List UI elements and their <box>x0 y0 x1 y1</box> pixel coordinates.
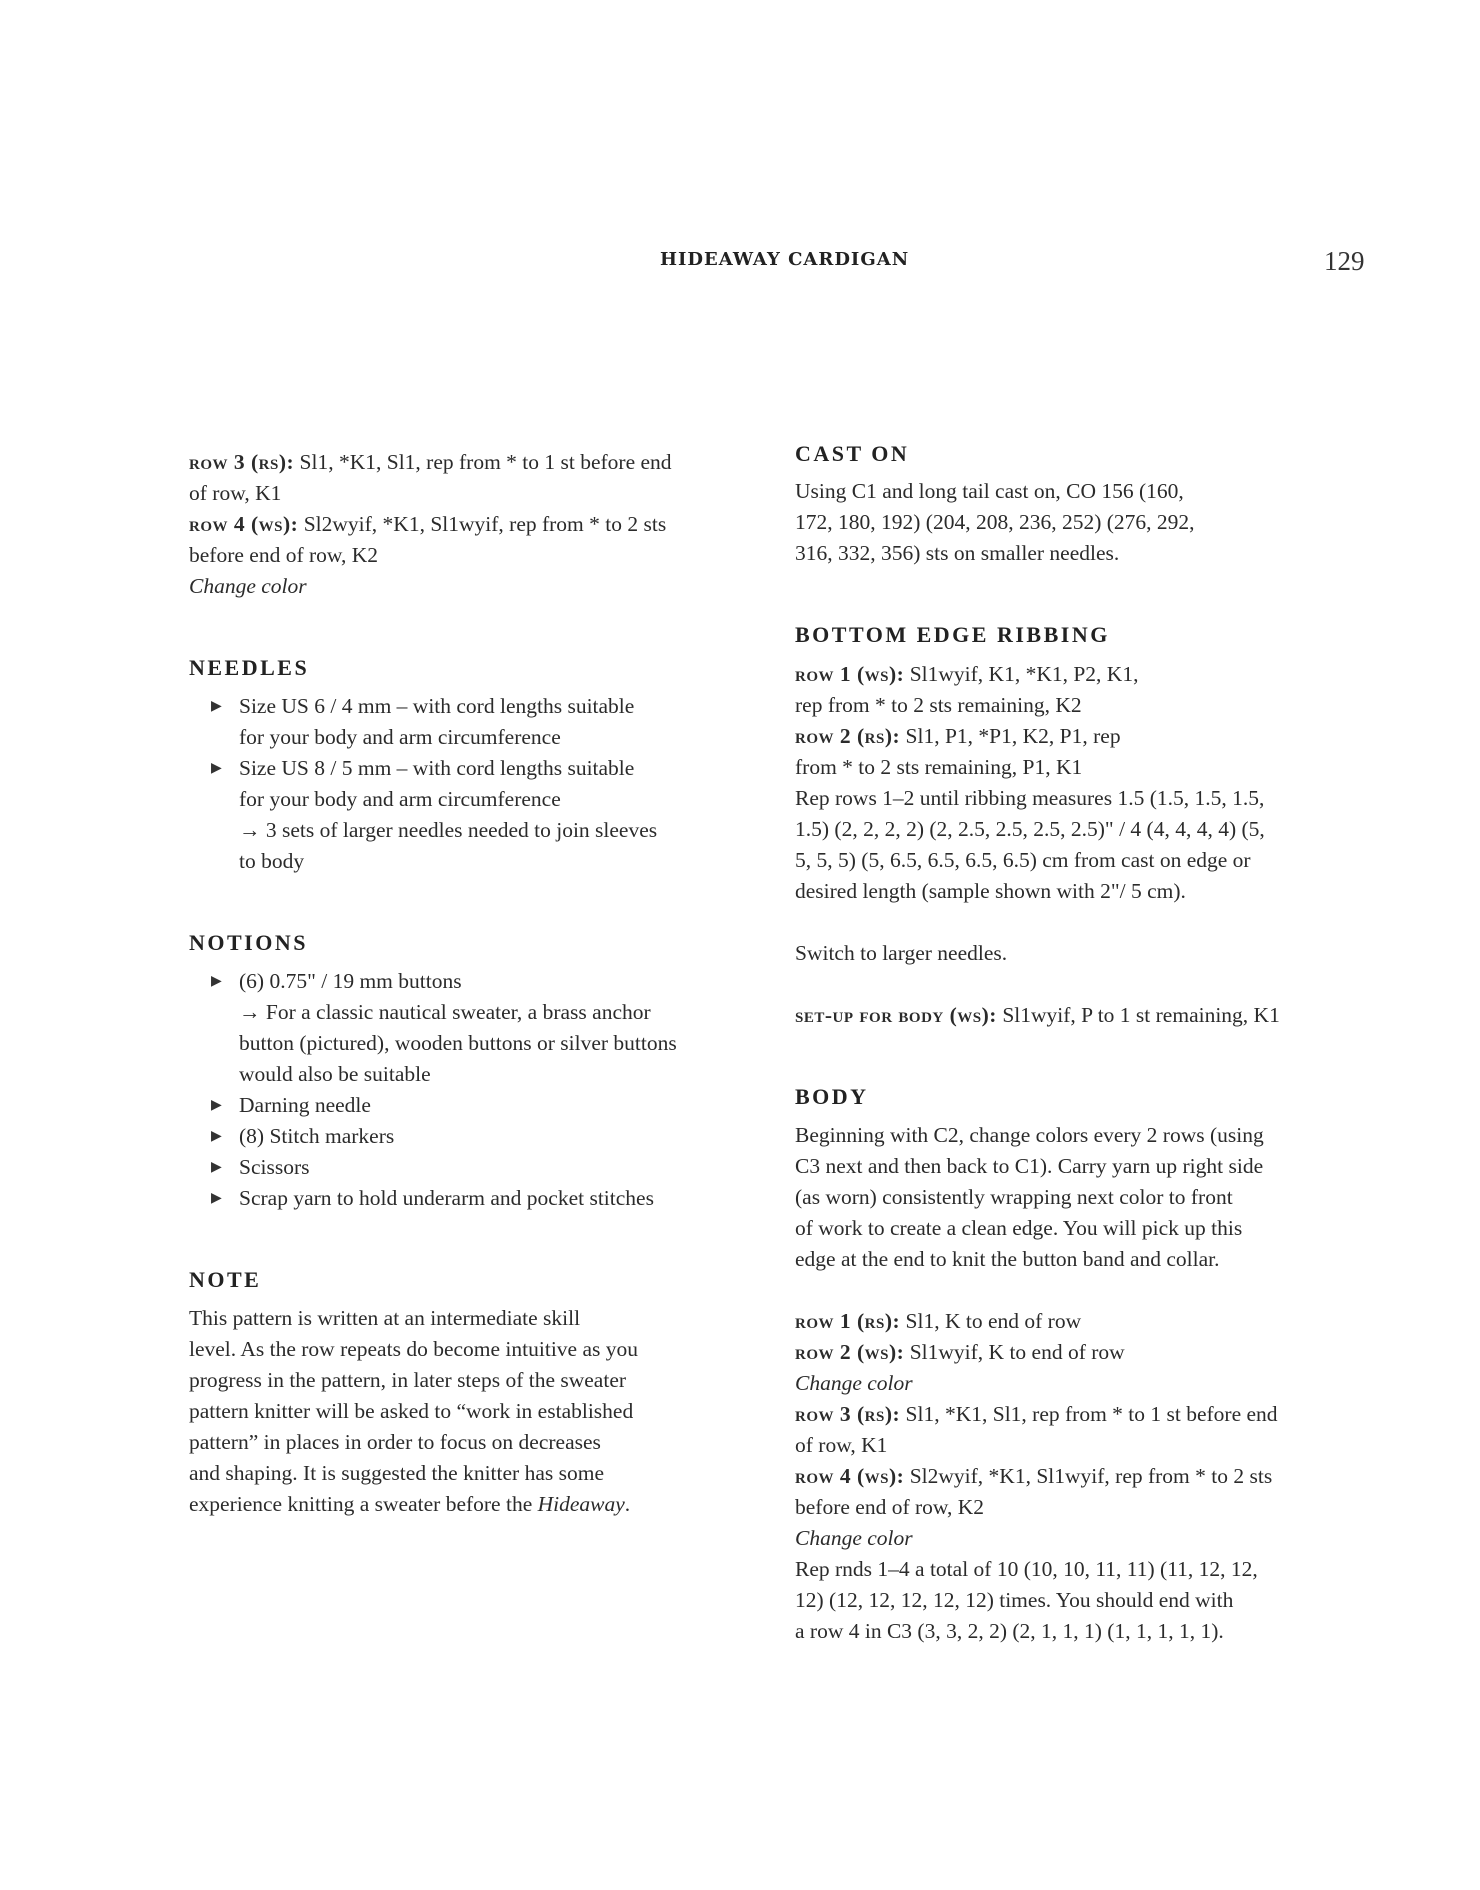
row-4-continued: before end of row, K2 <box>189 543 379 567</box>
row-label: row 1 (ws): <box>795 662 905 686</box>
row-text: Sl1, K to end of row <box>905 1309 1082 1333</box>
change-color-note: Change color <box>189 574 307 598</box>
triangle-bullet-icon: ▶ <box>211 1191 222 1206</box>
row-text: Sl1, *K1, Sl1, rep from * to 1 st before end <box>299 450 672 474</box>
body-line: C3 next and then back to C1). Carry yarn up right side <box>795 1154 1264 1178</box>
repeat-line: 5, 5, 5) (5, 6.5, 6.5, 6.5, 6.5) cm from cast on edge or <box>795 848 1251 872</box>
note-line: and shaping. It is suggested the knitter has some <box>189 1461 604 1485</box>
body-line: of work to create a clean edge. You will pick up this <box>795 1216 1243 1240</box>
bottom-edge-ribbing-heading: BOTTOM EDGE RIBBING <box>795 622 1110 647</box>
repeat-line: desired length (sample shown with 2"/ 5 cm). <box>795 879 1186 903</box>
repeat-line: Rep rnds 1–4 a total of 10 (10, 10, 11, 11) (11, 12, 12, <box>795 1557 1258 1581</box>
row-1-instruction <box>795 659 1355 690</box>
right-column <box>795 438 1355 1647</box>
row-text: Sl2wyif, *K1, Sl1wyif, rep from * to 2 sts <box>303 512 667 536</box>
list-item <box>211 753 749 877</box>
row-label: row 4 (ws): <box>795 1464 905 1488</box>
list-item <box>211 1183 749 1214</box>
row-text: Sl1, P1, *P1, K2, P1, rep <box>905 724 1121 748</box>
row-label: row 3 (rs): <box>189 450 295 474</box>
list-item-text: button (pictured), wooden buttons or silver buttons <box>239 1031 677 1055</box>
repeat-line: Rep rows 1–2 until ribbing measures 1.5 (1.5, 1.5, 1.5, <box>795 786 1265 810</box>
note-line: progress in the pattern, in later steps of the sweater <box>189 1368 627 1392</box>
row-text: Sl1wyif, K to end of row <box>909 1340 1125 1364</box>
list-item-text: Scrap yarn to hold underarm and pocket stitches <box>239 1186 654 1210</box>
note-paragraph <box>189 1303 749 1520</box>
list-item-text: to body <box>239 849 305 873</box>
needles-heading: NEEDLES <box>189 655 310 680</box>
list-item-text: would also be suitable <box>239 1062 431 1086</box>
change-color-note: Change color <box>795 1526 913 1550</box>
spacer <box>795 969 1355 1000</box>
list-item <box>211 1090 749 1121</box>
row-4-continued: before end of row, K2 <box>795 1495 985 1519</box>
row-4-instruction <box>189 509 749 540</box>
list-item-text: (6) 0.75" / 19 mm buttons <box>239 969 462 993</box>
list-item-text: Scissors <box>239 1155 310 1179</box>
row-text: Sl1, *K1, Sl1, rep from * to 1 st before end <box>905 1402 1278 1426</box>
triangle-bullet-icon: ▶ <box>211 761 222 776</box>
repeat-line: a row 4 in C3 (3, 3, 2, 2) (2, 1, 1, 1) (1, 1, 1, 1, 1). <box>795 1619 1224 1643</box>
triangle-bullet-icon: ▶ <box>211 699 222 714</box>
needles-list <box>189 691 749 877</box>
cast-on-line: Using C1 and long tail cast on, CO 156 (160, <box>795 479 1184 503</box>
left-column <box>189 447 749 1520</box>
note-text: experience knitting a sweater before the <box>189 1492 538 1516</box>
row-3-continued: of row, K1 <box>795 1433 888 1457</box>
body-heading: BODY <box>795 1084 869 1109</box>
cast-on-paragraph <box>795 476 1355 569</box>
repeat-line: 12) (12, 12, 12, 12, 12) times. You should end with <box>795 1588 1234 1612</box>
note-line: pattern knitter will be asked to “work in established <box>189 1399 634 1423</box>
row-3-instruction <box>795 1399 1355 1430</box>
row-3-continued: of row, K1 <box>189 481 282 505</box>
cast-on-line: 316, 332, 356) sts on smaller needles. <box>795 541 1120 565</box>
row-label: row 2 (ws): <box>795 1340 905 1364</box>
repeat-line: 1.5) (2, 2, 2, 2) (2, 2.5, 2.5, 2.5, 2.5)" / 4 (4, 4, 4, 4) (5, <box>795 817 1265 841</box>
row-4-instruction <box>795 1461 1355 1492</box>
list-item-text: Size US 8 / 5 mm – with cord lengths suitable <box>239 756 635 780</box>
ribbing-section <box>795 659 1355 1031</box>
list-item-text: (8) Stitch markers <box>239 1124 395 1148</box>
note-line <box>189 1489 749 1520</box>
list-item-text: for your body and arm circumference <box>239 787 561 811</box>
row-text: Sl2wyif, *K1, Sl1wyif, rep from * to 2 sts <box>909 1464 1273 1488</box>
row-label: row 2 (rs): <box>795 724 901 748</box>
spacer <box>795 1275 1355 1306</box>
triangle-bullet-icon: ▶ <box>211 1129 222 1144</box>
note-line: level. As the row repeats do become intuitive as you <box>189 1337 638 1361</box>
pattern-name: Hideaway <box>537 1492 625 1516</box>
body-line: (as worn) consistently wrapping next color to front <box>795 1185 1233 1209</box>
spacer <box>795 907 1355 938</box>
running-title: HIDEAWAY CARDIGAN <box>660 249 910 270</box>
row-3-instruction <box>189 447 749 478</box>
row-label: row 1 (rs): <box>795 1309 901 1333</box>
list-item <box>211 1121 749 1152</box>
triangle-bullet-icon: ▶ <box>211 1098 222 1113</box>
row-text: Sl1wyif, P to 1 st remaining, K1 <box>1002 1003 1280 1027</box>
list-item-text: for your body and arm circumference <box>239 725 561 749</box>
notions-heading: NOTIONS <box>189 930 308 955</box>
note-line: pattern” in places in order to focus on decreases <box>189 1430 601 1454</box>
change-color-note: Change color <box>795 1371 913 1395</box>
row-label: set-up for body (ws): <box>795 1003 997 1027</box>
note-line: This pattern is written at an intermediate skill <box>189 1306 581 1330</box>
list-item-text: → 3 sets of larger needles needed to join sleeves <box>239 818 658 842</box>
switch-needles-note: Switch to larger needles. <box>795 941 1008 965</box>
row-label: row 4 (ws): <box>189 512 299 536</box>
list-item <box>211 1152 749 1183</box>
list-item <box>211 966 749 1090</box>
list-item-text: Size US 6 / 4 mm – with cord lengths suitable <box>239 694 635 718</box>
page-number: 129 <box>1324 246 1365 276</box>
row-1-instruction <box>795 1306 1355 1337</box>
note-heading: NOTE <box>189 1267 262 1292</box>
setup-row-instruction <box>795 1000 1355 1031</box>
row-text: Sl1wyif, K1, *K1, P2, K1, <box>909 662 1139 686</box>
body-line: Beginning with C2, change colors every 2 rows (using <box>795 1123 1264 1147</box>
cast-on-heading: CAST ON <box>795 441 910 466</box>
row-2-instruction <box>795 1337 1355 1368</box>
row-2-continued: from * to 2 sts remaining, P1, K1 <box>795 755 1083 779</box>
notions-list <box>189 966 749 1214</box>
list-item-text: → For a classic nautical sweater, a brass anchor <box>239 1000 651 1024</box>
body-line: edge at the end to knit the button band and collar. <box>795 1247 1220 1271</box>
triangle-bullet-icon: ▶ <box>211 974 222 989</box>
list-item <box>211 691 749 753</box>
row-2-instruction <box>795 721 1355 752</box>
row-label: row 3 (rs): <box>795 1402 901 1426</box>
list-item-text: Darning needle <box>239 1093 371 1117</box>
cast-on-line: 172, 180, 192) (204, 208, 236, 252) (276, 292, <box>795 510 1195 534</box>
note-text: . <box>624 1492 631 1516</box>
triangle-bullet-icon: ▶ <box>211 1160 222 1175</box>
body-section <box>795 1120 1355 1647</box>
row-1-continued: rep from * to 2 sts remaining, K2 <box>795 693 1082 717</box>
